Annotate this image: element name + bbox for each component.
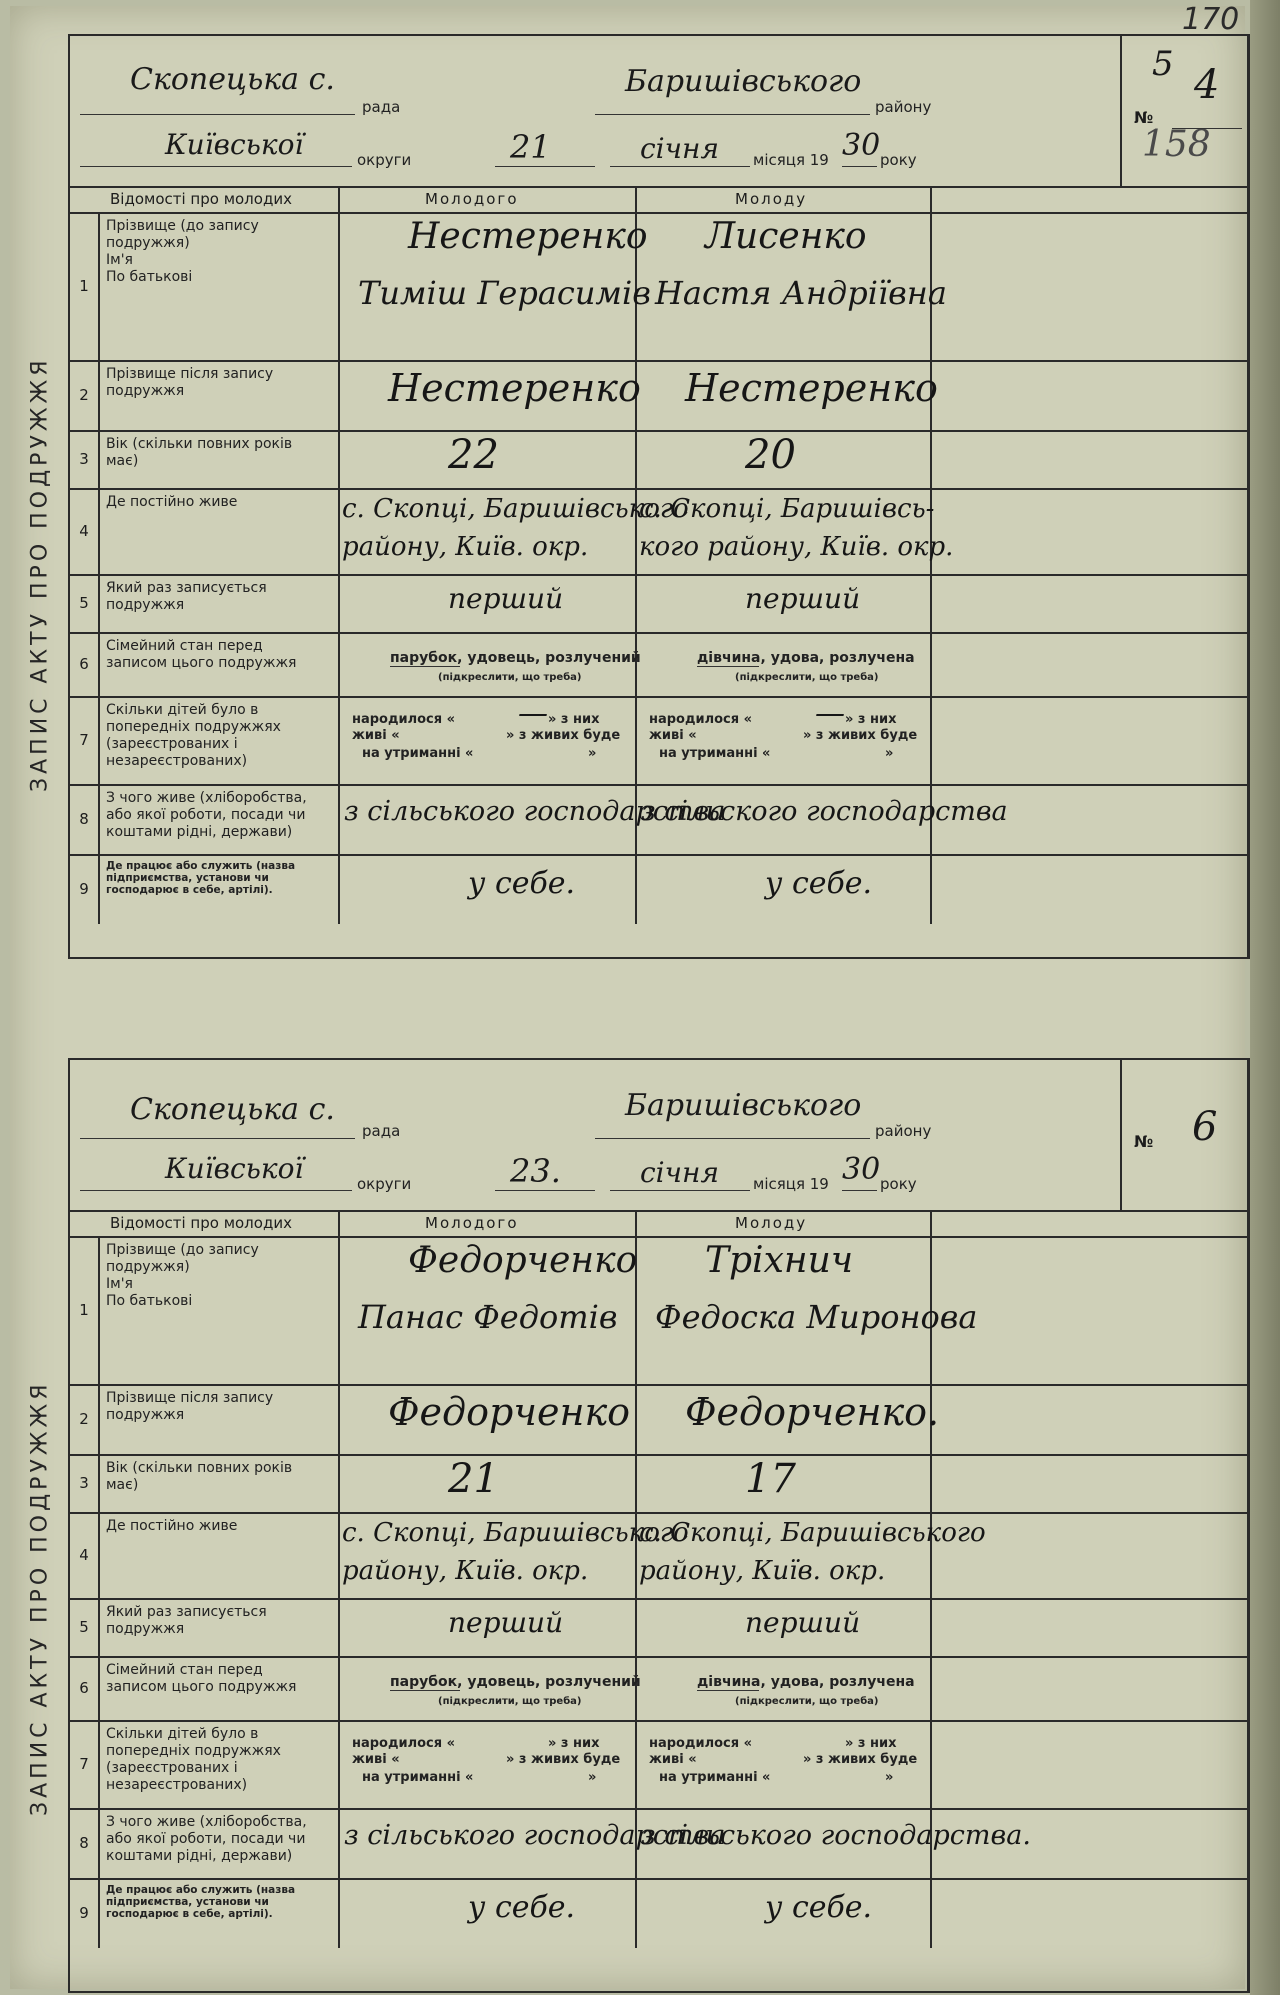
- row-number: 6: [70, 1656, 100, 1720]
- bride-handwritten-line: Лисенко: [705, 216, 867, 257]
- bride-handwritten-line: Тріхнич: [705, 1240, 854, 1281]
- rada-underline: [80, 114, 355, 115]
- table-row: [70, 1236, 1247, 1386]
- table-row: [70, 430, 1247, 490]
- row-label: Який раз записується подружжя: [106, 1604, 267, 1637]
- bride-cell: [635, 1512, 986, 1598]
- column-divider: [338, 1210, 340, 1236]
- row-label: Сімейний стан перед записом цього подружжя: [106, 1662, 297, 1695]
- table-row: [70, 1454, 1247, 1514]
- column-info-header: Відомості про молодих: [110, 1214, 292, 1232]
- bride-children-supported-end: »: [885, 746, 894, 761]
- rada-underline: [80, 1138, 355, 1139]
- bride-handwritten-line: с. Скопці, Баришівського: [639, 1518, 986, 1548]
- year-label: року: [880, 151, 917, 169]
- rayon-handwritten: Баришівського: [625, 1088, 862, 1123]
- groom-children-of-them: » з них: [548, 1736, 600, 1751]
- row-number: 8: [70, 784, 100, 854]
- groom-handwritten-line: Нестеренко: [388, 366, 641, 410]
- bride-children-supported-end: »: [885, 1770, 894, 1785]
- row-label: З чого живе (хліборобства, або якої роботи, посади чи коштами рідні, держави): [106, 1814, 307, 1864]
- groom-marital-options: парубок, удовець, розлучений: [390, 1674, 641, 1690]
- column-divider: [635, 1210, 637, 1236]
- okruha-handwritten: Київської: [165, 128, 304, 161]
- column-divider: [338, 186, 340, 212]
- groom-cell: [338, 1878, 635, 1948]
- groom-cell: [338, 1808, 726, 1878]
- bride-cell: [635, 212, 947, 360]
- rayon-label: району: [875, 1122, 932, 1140]
- number-label: №: [1134, 1132, 1154, 1151]
- column-divider: [930, 1656, 932, 1720]
- row-number: 4: [70, 488, 100, 574]
- record-frame: [68, 1058, 1250, 1993]
- column-divider: [930, 430, 932, 488]
- page-number: 170: [1182, 2, 1240, 37]
- groom-cell: [338, 854, 635, 924]
- groom-cell: [338, 696, 635, 784]
- marriage-record: [18, 1048, 1250, 1993]
- groom-children-dash: —: [518, 696, 548, 731]
- groom-cell: [338, 632, 641, 696]
- column-divider: [635, 186, 637, 212]
- row-label: Скільки дітей було в попередніх подружжях (зареєстрованих і незареєстрованих): [106, 1726, 281, 1793]
- groom-handwritten-line: 22: [448, 432, 499, 478]
- bride-cell: [635, 1808, 1031, 1878]
- groom-cell: [338, 1598, 635, 1656]
- row-number: 3: [70, 430, 100, 488]
- rada-handwritten: Скопецька с.: [130, 1092, 335, 1127]
- bride-cell: [635, 854, 930, 924]
- bride-children-from-alive: » з живих буде: [803, 728, 918, 743]
- groom-children-born: народилося «: [352, 1736, 456, 1751]
- row-label: Скільки дітей було в попередніх подружжях (зареєстрованих і незареєстрованих): [106, 702, 281, 769]
- row-label: Прізвище (до запису подружжя) Ім'я По батькові: [106, 218, 259, 285]
- row-number: 1: [70, 1236, 100, 1384]
- groom-handwritten-line: з сільського господарства: [344, 796, 726, 827]
- groom-handwritten-line: у себе.: [468, 866, 576, 901]
- bride-handwritten-line: з сільского господарства: [641, 796, 1008, 827]
- row-label: Сімейний стан перед записом цього подружжя: [106, 638, 297, 671]
- number-underline: [1172, 128, 1242, 129]
- bride-children-alive: живі «: [649, 728, 697, 743]
- month-handwritten: січня: [640, 132, 720, 165]
- column-divider: [930, 696, 932, 784]
- bride-children-from-alive: » з живих буде: [803, 1752, 918, 1767]
- groom-marital-underline: [390, 666, 460, 667]
- record-frame: [68, 34, 1250, 959]
- month-label: місяця 19: [753, 1175, 829, 1193]
- record-number: 6: [1192, 1104, 1218, 1150]
- groom-cell: [338, 488, 689, 574]
- groom-children-supported: на утриманні «: [362, 1770, 474, 1785]
- groom-handwritten-line: у себе.: [468, 1890, 576, 1925]
- column-header-row: [70, 186, 1247, 214]
- bride-handwritten-line: Федоска Миронова: [655, 1298, 978, 1336]
- groom-cell: [338, 1384, 635, 1454]
- bride-handwritten-line: у себе.: [765, 1890, 873, 1925]
- groom-handwritten-line: 21: [448, 1456, 499, 1502]
- column-bride-header: Молоду: [735, 190, 808, 208]
- day-handwritten: 23.: [510, 1152, 561, 1190]
- groom-cell: [338, 1236, 638, 1384]
- groom-handwritten-line: с. Скопці, Баришівського: [342, 494, 689, 524]
- row-number: 1: [70, 212, 100, 360]
- row-number: 2: [70, 360, 100, 430]
- bride-cell: [635, 488, 954, 574]
- row-number: 2: [70, 1384, 100, 1454]
- day-handwritten: 21: [510, 128, 551, 166]
- row-label: Де постійно живе: [106, 1518, 238, 1534]
- groom-handwritten-line: Панас Федотів: [358, 1298, 618, 1336]
- row-label: Прізвище (до запису подружжя) Ім'я По батькові: [106, 1242, 259, 1309]
- groom-handwritten-line: району, Київ. окр.: [342, 1556, 589, 1586]
- table-row: [70, 488, 1247, 576]
- bride-cell: [635, 784, 1008, 854]
- year-underline: [842, 166, 877, 167]
- month-handwritten: січня: [640, 1156, 720, 1189]
- table-row: [70, 212, 1247, 362]
- bride-children-of-them: » з них: [845, 712, 897, 727]
- bride-marital-hint: (підкреслити, що треба): [735, 1696, 879, 1707]
- table-row: [70, 1808, 1247, 1880]
- groom-handwritten-line: с. Скопці, Баришівського: [342, 1518, 689, 1548]
- table-row: [70, 784, 1247, 856]
- row-number: 7: [70, 1720, 100, 1808]
- bride-cell: [635, 1878, 930, 1948]
- bride-cell: [635, 1236, 978, 1384]
- month-underline: [610, 166, 750, 167]
- groom-cell: [338, 1656, 641, 1720]
- groom-children-supported: на утриманні «: [362, 746, 474, 761]
- column-header-row: [70, 1210, 1247, 1238]
- record-number-box: [1120, 1060, 1247, 1210]
- groom-cell: [338, 1720, 635, 1808]
- groom-handwritten-line: району, Київ. окр.: [342, 532, 589, 562]
- row-label: Де постійно живе: [106, 494, 238, 510]
- bride-cell: [635, 632, 930, 696]
- okruha-underline: [80, 166, 352, 167]
- side-title-vertical: ЗАПИС АКТУ ПРО ПОДРУЖЖЯ: [27, 356, 53, 792]
- bride-children-of-them: » з них: [845, 1736, 897, 1751]
- table-row: [70, 1512, 1247, 1600]
- day-underline: [495, 166, 595, 167]
- rayon-label: району: [875, 98, 932, 116]
- record-number: 4: [1194, 62, 1220, 108]
- row-label: З чого живе (хліборобства, або якої роботи, посади чи коштами рідні, держави): [106, 790, 307, 840]
- year-handwritten: 30: [842, 128, 881, 163]
- record-table: [70, 186, 1247, 957]
- row-number: 3: [70, 1454, 100, 1512]
- table-row: [70, 1720, 1247, 1810]
- table-row: [70, 360, 1247, 432]
- bride-handwritten-line: Федорченко.: [685, 1390, 940, 1434]
- table-row: [70, 632, 1247, 698]
- row-label: Прізвище після запису подружжя: [106, 366, 274, 399]
- groom-cell: [338, 574, 635, 632]
- bride-cell: [635, 696, 930, 784]
- okruha-label: округи: [357, 151, 412, 169]
- column-divider: [930, 186, 932, 212]
- groom-handwritten-line: Федорченко: [408, 1240, 638, 1281]
- row-number: 7: [70, 696, 100, 784]
- record-number-top: 5: [1152, 44, 1174, 84]
- row-number: 9: [70, 1878, 100, 1948]
- year-label: року: [880, 1175, 917, 1193]
- book-spine: [1250, 0, 1280, 1995]
- bride-cell: [635, 430, 930, 488]
- groom-handwritten-line: Тиміш Герасимів: [358, 274, 651, 312]
- column-divider: [930, 1598, 932, 1656]
- record-table: [70, 1210, 1247, 1991]
- bride-cell: [635, 1598, 930, 1656]
- table-row: [70, 574, 1247, 634]
- bride-handwritten-line: району, Київ. окр.: [639, 1556, 886, 1586]
- rada-label: рада: [362, 1122, 401, 1140]
- row-number: 5: [70, 1598, 100, 1656]
- row-label: Прізвище після запису подружжя: [106, 1390, 274, 1423]
- record-header: [70, 36, 1247, 188]
- record-number-extra: 158: [1142, 124, 1211, 165]
- bride-handwritten-line: у себе.: [765, 866, 873, 901]
- groom-children-of-them: » з них: [548, 712, 600, 727]
- table-row: [70, 854, 1247, 924]
- bride-marital-underline: [697, 666, 759, 667]
- column-divider: [930, 1454, 932, 1512]
- row-label: Вік (скільки повних років має): [106, 436, 293, 469]
- row-number: 9: [70, 854, 100, 924]
- groom-cell: [338, 1512, 689, 1598]
- bride-handwritten-line: с. Скопці, Баришівсь-: [639, 494, 935, 524]
- side-title-vertical: ЗАПИС АКТУ ПРО ПОДРУЖЖЯ: [27, 1380, 53, 1816]
- groom-marital-hint: (підкреслити, що треба): [438, 672, 582, 683]
- okruha-label: округи: [357, 1175, 412, 1193]
- groom-cell: [338, 430, 635, 488]
- groom-marital-hint: (підкреслити, що треба): [438, 1696, 582, 1707]
- record-number-box: [1120, 36, 1247, 186]
- rayon-underline: [595, 1138, 870, 1139]
- column-groom-header: Молодого: [425, 190, 519, 208]
- column-divider: [930, 1878, 932, 1948]
- groom-children-supported-end: »: [588, 746, 597, 761]
- groom-children-born: народилося «: [352, 712, 456, 727]
- bride-handwritten-line: Нестеренко: [685, 366, 938, 410]
- bride-handwritten-line: перший: [745, 1606, 861, 1639]
- record-header: [70, 1060, 1247, 1212]
- bride-marital-options: дівчина, удова, розлучена: [697, 1674, 915, 1690]
- bride-cell: [635, 574, 930, 632]
- okruha-underline: [80, 1190, 352, 1191]
- groom-cell: [338, 784, 726, 854]
- column-divider: [930, 632, 932, 696]
- month-underline: [610, 1190, 750, 1191]
- groom-children-alive: живі «: [352, 1752, 400, 1767]
- groom-handwritten-line: Федорченко: [388, 1390, 631, 1434]
- rayon-handwritten: Баришівського: [625, 64, 862, 99]
- bride-marital-options: дівчина, удова, розлучена: [697, 650, 915, 666]
- groom-handwritten-line: перший: [448, 1606, 564, 1639]
- groom-cell: [338, 212, 651, 360]
- bride-cell: [635, 1384, 940, 1454]
- column-divider: [930, 1720, 932, 1808]
- bride-children-alive: живі «: [649, 1752, 697, 1767]
- table-row: [70, 1878, 1247, 1948]
- bride-children-supported: на утриманні «: [659, 746, 771, 761]
- bride-cell: [635, 1720, 930, 1808]
- column-divider: [930, 854, 932, 924]
- groom-cell: [338, 360, 641, 430]
- bride-handwritten-line: кого району, Київ. окр.: [639, 532, 954, 562]
- okruha-handwritten: Київської: [165, 1152, 304, 1185]
- groom-marital-underline: [390, 1690, 460, 1691]
- row-label: Вік (скільки повних років має): [106, 1460, 293, 1493]
- bride-cell: [635, 1454, 930, 1512]
- marriage-record: [18, 24, 1250, 959]
- number-label: №: [1134, 108, 1154, 127]
- column-divider: [930, 574, 932, 632]
- bride-handwritten-line: 20: [745, 432, 796, 478]
- bride-handwritten-line: 17: [745, 1456, 796, 1502]
- bride-cell: [635, 360, 938, 430]
- column-divider: [930, 1210, 932, 1236]
- groom-handwritten-line: з сільського господарства: [344, 1820, 726, 1851]
- table-row: [70, 1656, 1247, 1722]
- row-label: Який раз записується подружжя: [106, 580, 267, 613]
- row-number: 8: [70, 1808, 100, 1878]
- bride-children-supported: на утриманні «: [659, 1770, 771, 1785]
- row-number: 4: [70, 1512, 100, 1598]
- groom-children-from-alive: » з живих буде: [506, 1752, 621, 1767]
- groom-handwritten-line: перший: [448, 582, 564, 615]
- bride-handwritten-line: з сільського господарства.: [641, 1820, 1031, 1851]
- rayon-underline: [595, 114, 870, 115]
- groom-children-alive: живі «: [352, 728, 400, 743]
- bride-marital-underline: [697, 1690, 759, 1691]
- year-underline: [842, 1190, 877, 1191]
- rada-handwritten: Скопецька с.: [130, 62, 335, 97]
- row-label: Де працює або служить (назва підприємства, установи чи господарює в себе, артілі).: [106, 1884, 296, 1920]
- column-bride-header: Молоду: [735, 1214, 808, 1232]
- bride-marital-hint: (підкреслити, що треба): [735, 672, 879, 683]
- bride-cell: [635, 1656, 930, 1720]
- table-row: [70, 696, 1247, 786]
- column-groom-header: Молодого: [425, 1214, 519, 1232]
- year-handwritten: 30: [842, 1152, 881, 1187]
- row-number: 5: [70, 574, 100, 632]
- table-row: [70, 1598, 1247, 1658]
- bride-handwritten-line: Настя Андріївна: [655, 274, 947, 312]
- row-number: 6: [70, 632, 100, 696]
- column-info-header: Відомості про молодих: [110, 190, 292, 208]
- bride-children-born: народилося «: [649, 712, 753, 727]
- month-label: місяця 19: [753, 151, 829, 169]
- groom-handwritten-line: Нестеренко: [408, 216, 648, 257]
- groom-children-from-alive: » з живих буде: [506, 728, 621, 743]
- groom-children-supported-end: »: [588, 1770, 597, 1785]
- row-label: Де працює або служить (назва підприємства, установи чи господарює в себе, артілі).: [106, 860, 296, 896]
- bride-children-born: народилося «: [649, 1736, 753, 1751]
- day-underline: [495, 1190, 595, 1191]
- bride-children-dash: —: [815, 696, 845, 731]
- groom-cell: [338, 1454, 635, 1512]
- table-row: [70, 1384, 1247, 1456]
- rada-label: рада: [362, 98, 401, 116]
- groom-marital-options: парубок, удовець, розлучений: [390, 650, 641, 666]
- bride-handwritten-line: перший: [745, 582, 861, 615]
